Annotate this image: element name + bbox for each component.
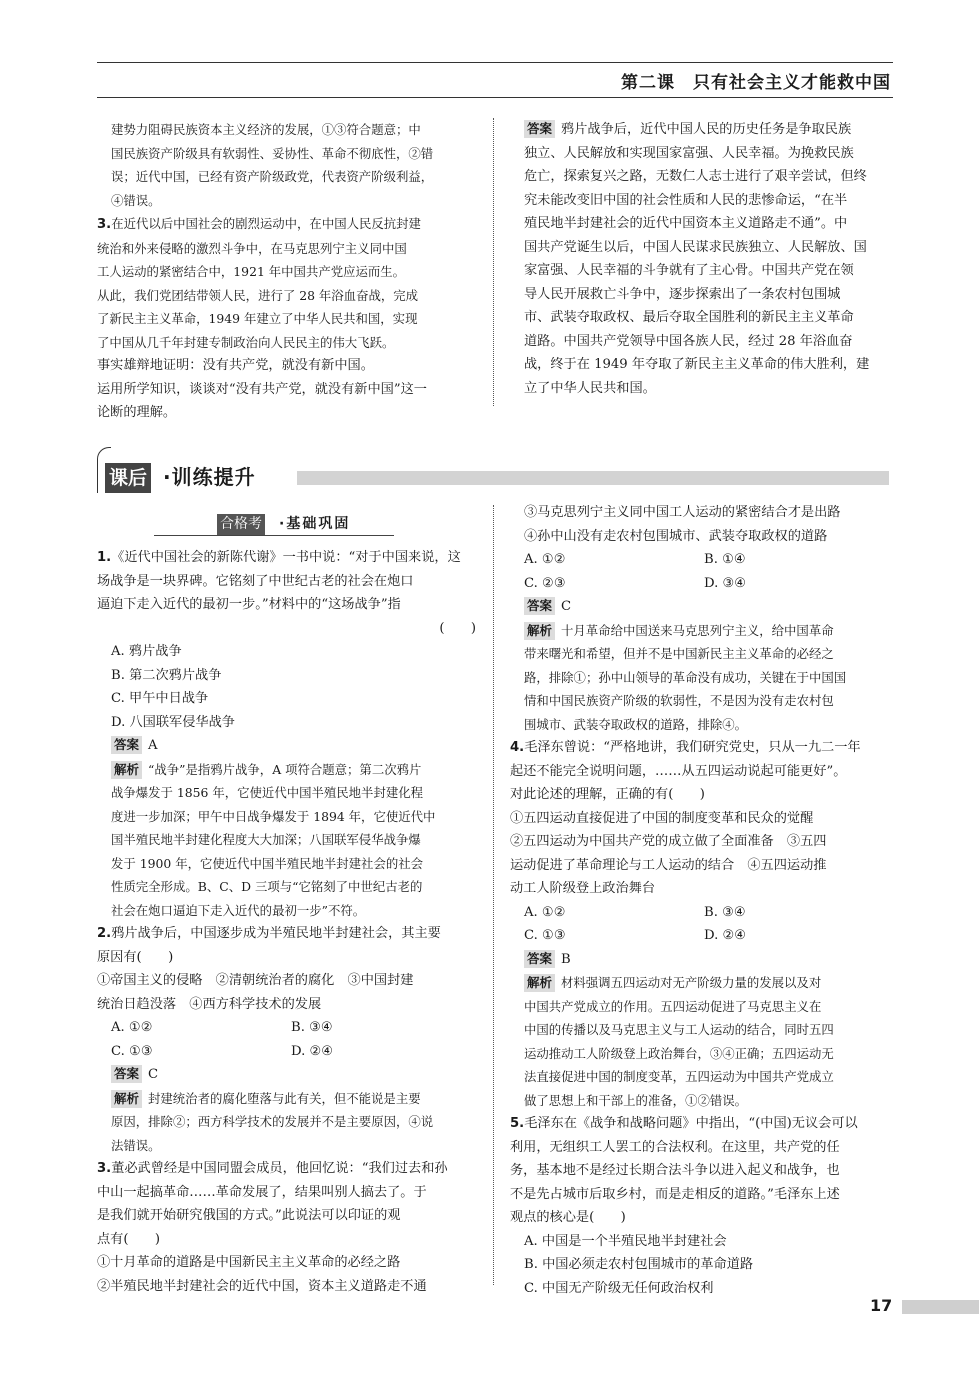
option: A. ①② [524,904,566,920]
question-5-options [510,1230,896,1301]
answer-tag: 答案 [111,736,142,754]
option: A. 鸦片战争 [111,644,182,659]
option: B. ③④ [704,904,746,920]
column-divider-bottom [493,505,494,1285]
subsection-title: ·基础巩固 [279,516,351,532]
analysis-tag: 解析 [111,761,142,779]
header-title: 第二课 只有社会主义才能救中国 [621,73,891,93]
option: D. ③④ [704,575,747,591]
question-4: 4.毛泽东曾说：“严格地讲，我们研究党史，只从一九二一年 起还不能完全说明问题，……从五四运动说起可能更好”。 对此论述的理解，正确的有( ) ①五四运动直接促进了中国的制度变革和民众的觉醒 ②五四运动为中国共产党的成立做了全面准备 ③五四 运动促进了革命理论与工人运动的结合 ④五四运动推 动工人阶级登上政治舞台 [510,740,861,896]
answer-tag: 答案 [524,597,555,615]
column-divider-top [493,118,494,406]
header-rule-bottom [97,97,893,98]
section-title: ·训练提升 [163,465,256,489]
question-5: 5.毛泽东在《战争和战略问题》中指出，“(中国)无议会可以 利用，无组织工人罢工的合法权利。在这里，共产党的任 务，基本地不是经过长期合法斗争以进入起义和战争，也 不是先占城市后取乡村，而是走相反的道路。”毛泽东上述 观点的核心是( ) [510,1116,858,1225]
option: C. ①③ [524,928,566,943]
option: A. ①② [524,552,566,567]
option: D. 八国联军侵华战争 [111,714,235,730]
option: B. ①④ [704,552,746,567]
answer-value: B [561,951,571,967]
question-4-options [510,901,896,948]
option: C. 中国无产阶级无任何政治权利 [524,1280,714,1296]
option: C. ②③ [524,575,566,591]
option: C. 甲午中日战争 [111,691,209,706]
page-number-bar [902,1300,979,1314]
answer-tag: 答案 [524,120,555,138]
subsection-badge: 合格考 [217,514,265,535]
option: C. ①③ [111,1043,153,1059]
answer-tag: 答案 [111,1065,142,1083]
subsection-header [154,514,394,538]
answer-value: C [561,599,572,614]
bottom-right-column: ③马克思列宁主义同中国工人运动的紧密结合才是出路 ④孙中山没有走农村包围城市、武装夺取政权的道路 A. ①② B. ①④ C. ②③ D. ③④ 答案 C 解析 十月革命给中国送来马克思列宁主义，给中国革命 带来曙光和希望，但并不是中国新民主主义革命的必经之 路，排除①；孙中山领导的革命没有成功，关键在于中国国 情和中国民族资产阶级的软弱性，不是因为没有走农村包 围城市、武装夺取政权的道路，排除④。 4.毛泽东曾说：“严格地讲，我们研究党史，只从一九二一年 起还不能完全说明问题，……从五四运动说起可能更好”。 对此论述的理解，正确的有( ) ①五四运动直接促进了中国的制度变革和民众的觉醒 ②五四运动为中国共产党的成立做了全面准备 ③五四 运动促进了革命理论与工人运动的结合 ④五四运动推 动工人阶级登上政治舞台 A. ①② B. ③④ C. ①③ D. ②④ 答案 B 解析 材料强调五四运动对无产阶级力量的发展以及对 中国共产党成立的作用。五四运动促进了马克思主义在 中国的传播以及马克思主义与工人运动的结合，同时五四 运动推动工人阶级登上政治舞台，③④正确；五四运动无 法直接促进中国的制度变革，五四运动为中国共产党成立 做了思想上和干部上的准备，①②错误。 5.毛泽东在《战争和战略问题》中指出，“(中国)无议会可以 利用，无组织工人罢工的合法权利。在这里，共产党的任 务，基本地不是经过长期合法斗争以进入起义和战争，也 不是先占城市后取乡村，而是走相反的道路。”毛泽东上述 观点的核心是( ) A. 中国是一个半殖民地半封建社会 B. 中国必须走农村包围城市的革命道路 C. 中国无产阶级无任何政治权利 [510,501,896,1300]
answer-tag: 答案 [524,950,555,968]
option: A. ①② [111,1020,153,1035]
answer-value: A [148,738,158,753]
question-1: 1.《近代中国社会的新陈代谢》一书中说：“对于中国来说，这 场战争是一块界碑。它铭刻了中世纪古老的社会在炮口 逼迫下走入近代的最初一步。”材料中的“这场战争”指 ( ) [97,550,476,636]
question-3-options [510,548,896,595]
question-2-options [97,1016,480,1063]
option: B. 第二次鸦片战争 [111,667,222,683]
bottom-left-column: 1.《近代中国社会的新陈代谢》一书中说：“对于中国来说，这 场战争是一块界碑。它铭刻了中世纪古老的社会在炮口 逼迫下走入近代的最初一步。”材料中的“这场战争”指 ( ) A. 鸦片战争 B. 第二次鸦片战争 C. 甲午中日战争 D. 八国联军侵华战争 答案 A 解析 “战争”是指鸦片战争，A 项符合题意；第二次鸦片 战争爆发于 1856 年，它使近代中国半殖民地半封建化程 度进一步加深；甲午中日战争爆发于 1894 年，它使近代中 国半殖民地半封建化程度大大加深；八国联军侵华战争爆 发于 1900 年，它使近代中国半殖民地半封建社会的社会 性质完全形成。B、C、D 三项与“它铭刻了中世纪古老的 社会在炮口逼迫下走入近代的最初一步”不符。 2.鸦片战争后，中国逐步成为半殖民地半封建社会，其主要 原因有( ) ①帝国主义的侵略 ②清朝统治者的腐化 ③中国封建 统治日趋没落 ④西方科学技术的发展 A. ①② B. ③④ C. ①③ D. ②④ 答案 C 解析 封建统治者的腐化堕落与此有关，但不能说是主要 原因，排除②；西方科学技术的发展并不是主要原因，④说 法错误。 3.董必武曾经是中国同盟会成员，他回忆说：“我们过去和孙 中山一起搞革命……革命发展了，结果叫别人搞去了。于 是我们就开始研究俄国的方式。”此说法可以印证的观 点有( ) ①十月革命的道路是中国新民主主义革命的必经之路 ②半殖民地半封建社会的近代中国，资本主义道路走不通 [97,546,480,1298]
question-2: 2.鸦片战争后，中国逐步成为半殖民地半封建社会，其主要 原因有( ) ①帝国主义的侵略 ②清朝统治者的腐化 ③中国封建 统治日趋没落 ④西方科学技术的发展 [97,926,441,1012]
prev-analysis: 建势力阻碍民族资本主义经济的发展，①③符合题意；中 国民族资产阶级具有软弱性、妥协性、革命不彻底性，②错 误；近代中国，已经有资产阶级政党，代表资产阶级利益， ④错误。 [111,122,434,208]
page-number: 17 [870,1296,893,1315]
top-right-column: 答案 鸦片战争后，近代中国人民的历史任务是争取民族 独立、人民解放和实现国家富强、人民幸福。为挽救民族 危亡，探索复兴之路，无数仁人志士进行了艰辛尝试，但终 究未能改变旧中国的社会性质和人民的悲惨命运，“在半 殖民地半封建社会的近代中国资本主义道路走不通”。中 国共产党诞生以后，中国人民谋求民族独立、人民解放、国 家富强、人民幸福的斗争就有了主心骨。中国共产党在领 导人民开展救亡斗争中，逐步探索出了一条农村包围城 市、武装夺取政权、最后夺取全国胜利的新民主主义革命 道路。中国共产党领导中国各族人民，经过 28 年浴血奋 战，终于在 1949 年夺取了新民主主义革命的伟大胜利，建 立了中华人民共和国。 [524,121,870,396]
answer-value: C [148,1067,159,1082]
option: D. ②④ [291,1043,334,1059]
option: D. ②④ [704,928,747,943]
section-badge: 课后 [105,463,151,493]
analysis-tag: 解析 [111,1090,142,1108]
section-bar [297,471,889,485]
question-1-options: A. 鸦片战争 B. 第二次鸦片战争 C. 甲午中日战争 D. 八国联军侵华战争 答案 A 解析 “战争”是指鸦片战争，A 项符合题意；第二次鸦片 战争爆发于 1856 年，它使近代中国半殖民地半封建化程 度进一步加深；甲午中日战争爆发于 1894 年，它使近代中 国半殖民地半封建化程度大大加深；八国联军侵华战争爆 发于 1900 年，它使近代中国半殖民地半封建社会的社会 性质完全形成。B、C、D 三项与“它铭刻了中世纪古老的 社会在炮口逼迫下走入近代的最初一步”不符。 [97,640,480,922]
question-3-essay: 3.在近代以后中国社会的剧烈运动中，在中国人民反抗封建 统治和外来侵略的激烈斗争中，在马克思列宁主义同中国 工人运动的紧密结合中，1921 年中国共产党应运而生。 从此，我们党团结带领人民，进行了 28 年浴血奋战，完成 了新民主主义革命，1949 年建立了中华人民共和国，实现 了中国从几千年封建专制政治向人民民主的伟大飞跃。 事实雄辩地证明：没有共产党，就没有新中国。 运用所学知识，谈谈对“没有共产党，就没有新中国”这一 论断的理解。 [97,216,427,420]
analysis-tag: 解析 [524,974,555,992]
section-header [97,447,893,497]
option: B. ③④ [291,1020,333,1035]
top-left-column [97,118,480,425]
option: B. 中国必须走农村包围城市的革命道路 [524,1257,754,1272]
subsection-underline [154,535,394,536]
header-rule [97,62,893,63]
option: A. 中国是一个半殖民地半封建社会 [524,1233,727,1249]
analysis-tag: 解析 [524,622,555,640]
question-3: 3.董必武曾经是中国同盟会成员，他回忆说：“我们过去和孙 中山一起搞革命……革命发展了，结果叫别人搞去了。于 是我们就开始研究俄国的方式。”此说法可以印证的观 点有( ) ①十月革命的道路是中国新民主主义革命的必经之路 ②半殖民地半封建社会的近代中国，资本主义道路走不通 [97,1161,448,1294]
